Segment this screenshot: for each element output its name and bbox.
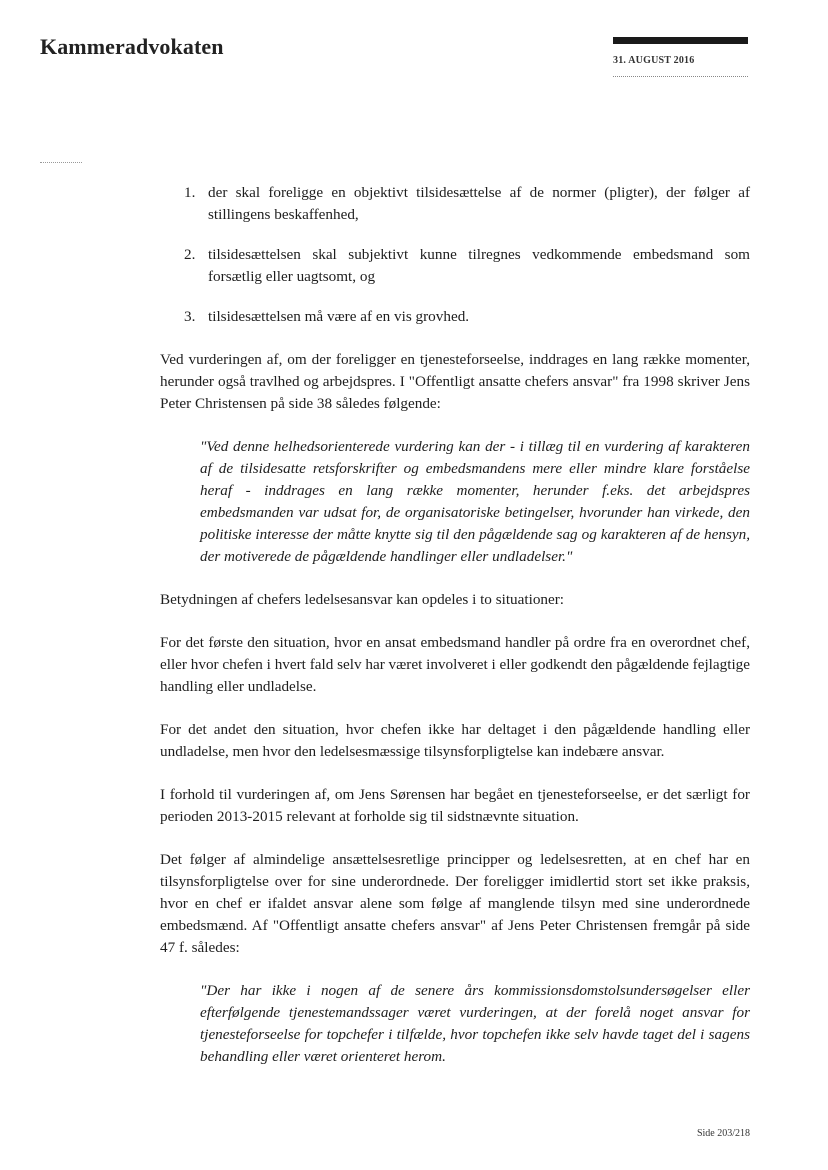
list-item [160, 306, 750, 328]
date-bar-decoration [613, 37, 748, 44]
paragraph: I forhold til vurderingen af, om Jens Sørensen har begået en tjenesteforseelse, er det særligt for perioden 2013-2015 relevant at forholde sig til sidstnævnte situation. [160, 786, 750, 825]
list-text: tilsidesættelsen skal subjektivt kunne tilregnes vedkommende embedsmand som forsætlig eller uagtsomt, og [208, 246, 750, 285]
paragraph: Ved vurderingen af, om der foreligger en tjenesteforseelse, inddrages en lang række momenter, herunder også travlhed og arbejdspres. I "Offentligt ansatte chefers ansvar" fra 1998 skriver Jens Peter Christensen på side 38 således følgende: [160, 351, 750, 412]
page-number: Side 203/218 [696, 1128, 750, 1139]
paragraph: For det andet den situation, hvor chefen ikke har deltaget i den pågældende handling eller undladelse, men hvor den ledelsesmæssige tilsynsforpligtelse kan indebære ansvar. [160, 721, 750, 760]
list-text: tilsidesættelsen må være af en vis grovhed. [208, 308, 470, 325]
list-text: der skal foreligge en objektivt tilsidesættelse af de normer (pligter), der følger af stillingens beskaffenhed, [208, 184, 750, 223]
document-body [160, 182, 750, 1089]
document-date: 31. AUGUST 2016 [613, 55, 695, 66]
paragraph: Det følger af almindelige ansættelsesretlige principper og ledelsesretten, at en chef har en tilsynsforpligtelse over for sine underordnede. Der foreligger imidlertid stort set ikke praksis, hvor en chef er ifaldet ansvar alene som følge af manglende tilsyn med sine underordnede embedsmænd. Af "Offentligt ansatte chefers ansvar" af Jens Peter Christensen fremgår på side 47 f. således: [160, 851, 750, 956]
list-number: 3. [184, 308, 196, 325]
list-number: 2. [184, 246, 196, 263]
company-logo: Kammeradvokaten [40, 34, 224, 59]
list-item [160, 182, 750, 226]
block-quote: "Ved denne helhedsorienterede vurdering kan der - i tillæg til en vurdering af karakteren af de tilsidesatte retsforskrifter og embedsmandens mere eller mindre klare forståelse heraf - inddrages en lang række momenter, herunder f.eks. det arbejdspres embedsmanden var udsat for, de organisatoriske betingelser, hvorunder han virkede, den politiske interesse der måtte knytte sig til den pågældende sag og karakteren af de hensyn, der motiverede de pågældende handlinger eller undladelser." [200, 438, 750, 565]
list-number: 1. [184, 184, 196, 201]
date-divider [613, 76, 748, 77]
paragraph: For det første den situation, hvor en ansat embedsmand handler på ordre fra en overordnet chef, eller hvor chefen i hvert fald selv har været involveret i eller godkendt den pågældende fejlagtige handling eller undladelse. [160, 634, 750, 695]
block-quote: "Der har ikke i nogen af de senere års kommissionsdomstolsundersøgelser eller efterfølgende tjenestemandssager været vurderingen, at der forelå noget ansvar for tjenesteforseelse for topchefer i tilfælde, hvor topchefen ikke selv havde taget del i sagens behandling eller været orienteret herom. [200, 982, 750, 1065]
margin-divider [40, 162, 82, 163]
list-item [160, 244, 750, 288]
paragraph: Betydningen af chefers ledelsesansvar kan opdeles i to situationer: [160, 591, 565, 608]
